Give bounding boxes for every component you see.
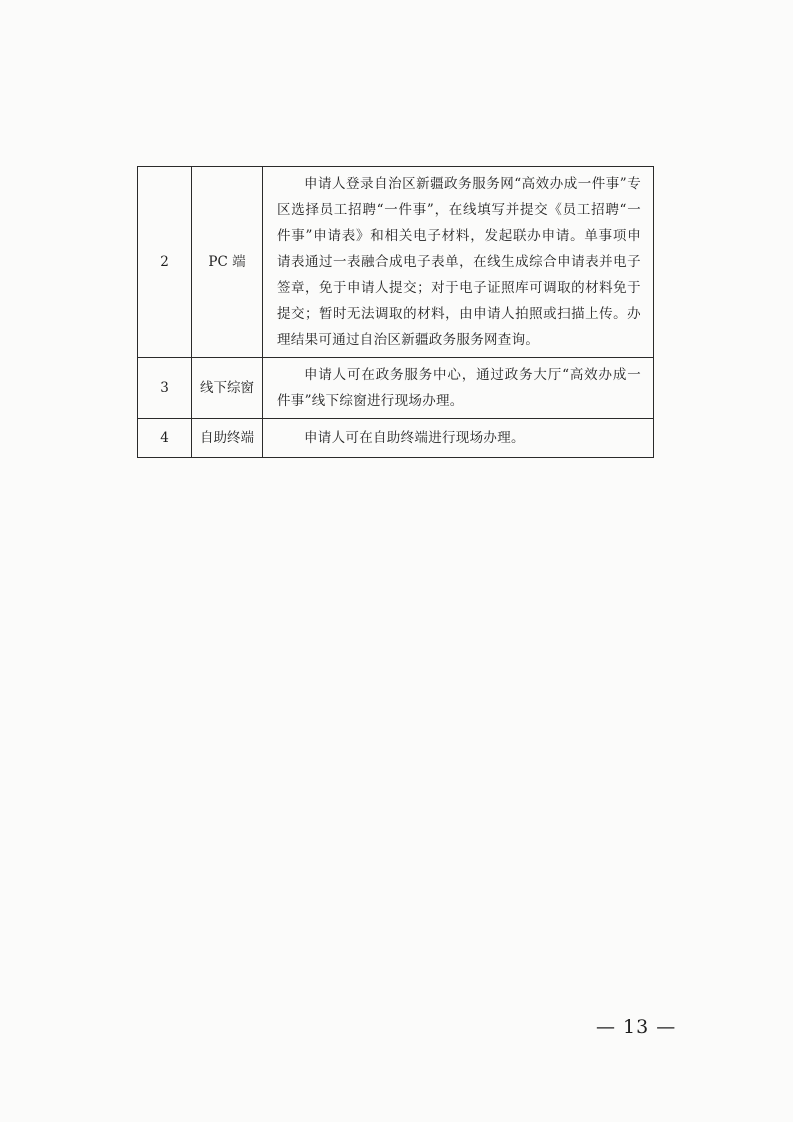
channel-name: PC 端 bbox=[192, 167, 263, 358]
channel-description: 申请人可在政务服务中心，通过政务大厅“高效办成一件事”线下综窗进行现场办理。 bbox=[263, 358, 654, 419]
table-row bbox=[138, 358, 654, 419]
table-row bbox=[138, 419, 654, 458]
page-number: — 13 — bbox=[596, 1016, 677, 1038]
row-number: 2 bbox=[138, 167, 192, 358]
channel-name: 自助终端 bbox=[192, 419, 263, 458]
channel-description: 申请人登录自治区新疆政务服务网“高效办成一件事”专区选择员工招聘“一件事”，在线填写并提交《员工招聘“一件事”申请表》和相关电子材料，发起联办申请。单事项申请表通过一表融合成电子表单，在线生成综合申请表并电子签章，免于申请人提交；对于电子证照库可调取的材料免于提交；暂时无法调取的材料，由申请人拍照或扫描上传。办理结果可通过自治区新疆政务服务网查询。 bbox=[263, 167, 654, 358]
channel-description: 申请人可在自助终端进行现场办理。 bbox=[263, 419, 654, 458]
application-channels-table bbox=[137, 166, 654, 458]
row-number: 4 bbox=[138, 419, 192, 458]
row-number: 3 bbox=[138, 358, 192, 419]
channel-name: 线下综窗 bbox=[192, 358, 263, 419]
table-row bbox=[138, 167, 654, 358]
